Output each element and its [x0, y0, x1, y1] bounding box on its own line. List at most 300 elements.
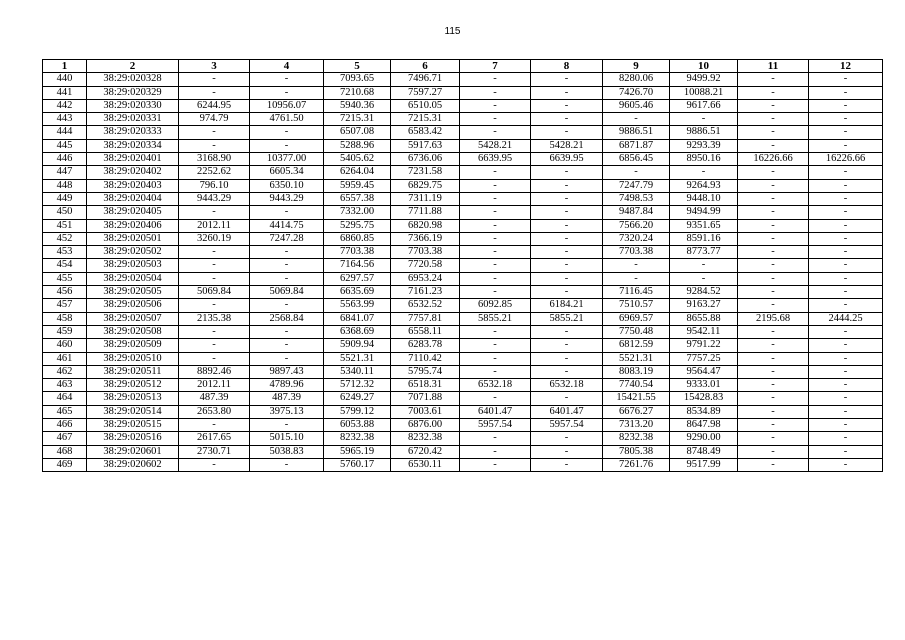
- table-cell: 38:29:020506: [87, 299, 179, 312]
- table-cell: -: [738, 405, 809, 418]
- table-cell: -: [809, 139, 883, 152]
- table-cell: 6871.87: [603, 139, 670, 152]
- table-cell: 5340.11: [324, 365, 391, 378]
- table-cell: -: [250, 246, 324, 259]
- table-cell: 5405.62: [324, 153, 391, 166]
- table-cell: -: [250, 86, 324, 99]
- table-cell: -: [460, 259, 531, 272]
- table-cell: 5069.84: [250, 286, 324, 299]
- table-cell: 7003.61: [391, 405, 460, 418]
- table-cell: -: [603, 166, 670, 179]
- table-cell: 455: [43, 272, 87, 285]
- table-cell: -: [460, 325, 531, 338]
- table-cell: -: [531, 166, 603, 179]
- table-cell: -: [738, 86, 809, 99]
- table-cell: -: [531, 179, 603, 192]
- table-cell: -: [738, 299, 809, 312]
- table-cell: -: [738, 126, 809, 139]
- table-cell: -: [531, 113, 603, 126]
- table-cell: 6558.11: [391, 325, 460, 338]
- table-cell: 5795.74: [391, 365, 460, 378]
- column-header: 4: [250, 60, 324, 73]
- table-cell: 38:29:020505: [87, 286, 179, 299]
- table-cell: 7711.88: [391, 206, 460, 219]
- table-cell: 7110.42: [391, 352, 460, 365]
- table-cell: -: [670, 272, 738, 285]
- table-cell: 9448.10: [670, 192, 738, 205]
- table-cell: 38:29:020516: [87, 432, 179, 445]
- table-cell: -: [460, 432, 531, 445]
- table-cell: 7071.88: [391, 392, 460, 405]
- table-cell: 38:29:020507: [87, 312, 179, 325]
- table-cell: 5563.99: [324, 299, 391, 312]
- table-cell: -: [531, 272, 603, 285]
- table-cell: 5965.19: [324, 445, 391, 458]
- table-cell: 2135.38: [179, 312, 250, 325]
- table-cell: 38:29:020328: [87, 73, 179, 86]
- table-cell: 460: [43, 339, 87, 352]
- table-cell: -: [603, 113, 670, 126]
- table-cell: -: [179, 272, 250, 285]
- table-cell: -: [250, 339, 324, 352]
- table-cell: 487.39: [179, 392, 250, 405]
- table-row: [43, 99, 883, 112]
- table-cell: -: [460, 126, 531, 139]
- table-cell: -: [738, 179, 809, 192]
- table-cell: 7757.81: [391, 312, 460, 325]
- table-cell: -: [809, 432, 883, 445]
- table-row: [43, 219, 883, 232]
- table-cell: 6264.04: [324, 166, 391, 179]
- table-cell: -: [809, 325, 883, 338]
- table-cell: -: [531, 432, 603, 445]
- table-cell: -: [531, 246, 603, 259]
- table-cell: -: [738, 232, 809, 245]
- table-cell: 6401.47: [531, 405, 603, 418]
- table-cell: 38:29:020501: [87, 232, 179, 245]
- table-cell: -: [179, 339, 250, 352]
- table-cell: 6249.27: [324, 392, 391, 405]
- table-cell: -: [179, 246, 250, 259]
- table-cell: 8950.16: [670, 153, 738, 166]
- table-cell: 487.39: [250, 392, 324, 405]
- table-cell: -: [809, 73, 883, 86]
- table-cell: 6639.95: [460, 153, 531, 166]
- table-cell: -: [809, 86, 883, 99]
- table-cell: -: [809, 286, 883, 299]
- table-cell: -: [460, 206, 531, 219]
- table-cell: -: [531, 458, 603, 471]
- table-cell: 38:29:020513: [87, 392, 179, 405]
- table-cell: 2252.62: [179, 166, 250, 179]
- table-cell: -: [179, 352, 250, 365]
- table-cell: 462: [43, 365, 87, 378]
- column-header: 7: [460, 60, 531, 73]
- table-cell: 6856.45: [603, 153, 670, 166]
- table-cell: -: [460, 219, 531, 232]
- column-header: 12: [809, 60, 883, 73]
- table-cell: 8748.49: [670, 445, 738, 458]
- table-cell: 456: [43, 286, 87, 299]
- table-cell: -: [809, 365, 883, 378]
- table-cell: 2568.84: [250, 312, 324, 325]
- table-cell: -: [809, 352, 883, 365]
- table-cell: -: [460, 192, 531, 205]
- table-cell: 4761.50: [250, 113, 324, 126]
- table-cell: 445: [43, 139, 87, 152]
- table-row: [43, 339, 883, 352]
- table-cell: -: [809, 259, 883, 272]
- table-cell: -: [809, 219, 883, 232]
- table-cell: 10377.00: [250, 153, 324, 166]
- table-cell: -: [809, 113, 883, 126]
- table-cell: 8232.38: [391, 432, 460, 445]
- table-cell: 9333.01: [670, 379, 738, 392]
- table-cell: -: [670, 113, 738, 126]
- table-cell: -: [179, 259, 250, 272]
- table-cell: -: [738, 99, 809, 112]
- table-cell: 6244.95: [179, 99, 250, 112]
- table-cell: 38:29:020404: [87, 192, 179, 205]
- table-cell: 7215.31: [324, 113, 391, 126]
- page-number: 115: [444, 26, 461, 37]
- table-cell: -: [809, 206, 883, 219]
- table-cell: -: [460, 365, 531, 378]
- table-body: [43, 73, 883, 472]
- table-cell: 6532.18: [460, 379, 531, 392]
- table-cell: 8773.77: [670, 246, 738, 259]
- table-row: [43, 352, 883, 365]
- table-cell: 6092.85: [460, 299, 531, 312]
- table-cell: -: [531, 206, 603, 219]
- table-cell: -: [738, 272, 809, 285]
- table-cell: -: [460, 232, 531, 245]
- table-cell: 7750.48: [603, 325, 670, 338]
- table-cell: 463: [43, 379, 87, 392]
- table-cell: -: [531, 339, 603, 352]
- table-cell: -: [179, 458, 250, 471]
- table-cell: -: [179, 86, 250, 99]
- column-header: 9: [603, 60, 670, 73]
- table-cell: -: [531, 126, 603, 139]
- table-cell: 7498.53: [603, 192, 670, 205]
- table-cell: 6297.57: [324, 272, 391, 285]
- table-cell: 8647.98: [670, 419, 738, 432]
- table-cell: 5799.12: [324, 405, 391, 418]
- table-row: [43, 299, 883, 312]
- table-cell: -: [809, 99, 883, 112]
- table-cell: -: [809, 379, 883, 392]
- table-cell: -: [809, 299, 883, 312]
- table-cell: 9886.51: [603, 126, 670, 139]
- table-cell: -: [738, 139, 809, 152]
- table-cell: 5940.36: [324, 99, 391, 112]
- table-cell: 5855.21: [531, 312, 603, 325]
- table-cell: 469: [43, 458, 87, 471]
- table-cell: -: [738, 286, 809, 299]
- table-cell: 5521.31: [324, 352, 391, 365]
- table-cell: 447: [43, 166, 87, 179]
- table-cell: 6953.24: [391, 272, 460, 285]
- table-cell: 6401.47: [460, 405, 531, 418]
- table-cell: 450: [43, 206, 87, 219]
- table-row: [43, 153, 883, 166]
- table-cell: 6860.85: [324, 232, 391, 245]
- table-cell: -: [179, 73, 250, 86]
- table-row: [43, 325, 883, 338]
- table-cell: 6639.95: [531, 153, 603, 166]
- table-cell: 9494.99: [670, 206, 738, 219]
- table-cell: 2012.11: [179, 219, 250, 232]
- table-cell: 974.79: [179, 113, 250, 126]
- table-cell: -: [460, 113, 531, 126]
- table-cell: 5069.84: [179, 286, 250, 299]
- table-cell: 5428.21: [460, 139, 531, 152]
- table-cell: 7757.25: [670, 352, 738, 365]
- table-cell: 8083.19: [603, 365, 670, 378]
- table-cell: -: [809, 392, 883, 405]
- table-cell: 38:29:020508: [87, 325, 179, 338]
- table-cell: 38:29:020512: [87, 379, 179, 392]
- table-cell: 6736.06: [391, 153, 460, 166]
- table-cell: -: [738, 166, 809, 179]
- table-cell: -: [250, 139, 324, 152]
- table-cell: -: [250, 259, 324, 272]
- table-cell: 8655.88: [670, 312, 738, 325]
- table-cell: -: [179, 299, 250, 312]
- column-header: 8: [531, 60, 603, 73]
- table-cell: 6350.10: [250, 179, 324, 192]
- table-cell: -: [250, 352, 324, 365]
- table-cell: 7703.38: [324, 246, 391, 259]
- column-header: 5: [324, 60, 391, 73]
- table-cell: 7703.38: [391, 246, 460, 259]
- table-cell: 38:29:020334: [87, 139, 179, 152]
- table-cell: 6053.88: [324, 419, 391, 432]
- table-cell: -: [179, 206, 250, 219]
- table-cell: 7566.20: [603, 219, 670, 232]
- table-cell: -: [738, 206, 809, 219]
- table-cell: 9499.92: [670, 73, 738, 86]
- table-cell: 9791.22: [670, 339, 738, 352]
- table-cell: 454: [43, 259, 87, 272]
- table-cell: 7366.19: [391, 232, 460, 245]
- table-row: [43, 192, 883, 205]
- table-cell: 38:29:020333: [87, 126, 179, 139]
- table-cell: 6184.21: [531, 299, 603, 312]
- table-cell: 5957.54: [460, 419, 531, 432]
- table-cell: -: [460, 458, 531, 471]
- table-cell: 15421.55: [603, 392, 670, 405]
- table-cell: -: [250, 126, 324, 139]
- table-cell: -: [179, 419, 250, 432]
- table-cell: 8591.16: [670, 232, 738, 245]
- table-row: [43, 272, 883, 285]
- table-cell: 6283.78: [391, 339, 460, 352]
- table-cell: 466: [43, 419, 87, 432]
- table-cell: 5909.94: [324, 339, 391, 352]
- table-header: [43, 60, 883, 73]
- table-cell: 9290.00: [670, 432, 738, 445]
- table-row: [43, 206, 883, 219]
- table-row: [43, 458, 883, 471]
- table-cell: 2012.11: [179, 379, 250, 392]
- table-cell: 38:29:020601: [87, 445, 179, 458]
- table-cell: 8232.38: [324, 432, 391, 445]
- table-cell: 7597.27: [391, 86, 460, 99]
- table-cell: 38:29:020503: [87, 259, 179, 272]
- table-cell: 7332.00: [324, 206, 391, 219]
- table-cell: 5015.10: [250, 432, 324, 445]
- table-cell: 443: [43, 113, 87, 126]
- table-cell: 9293.39: [670, 139, 738, 152]
- table-cell: 6876.00: [391, 419, 460, 432]
- table-cell: 6820.98: [391, 219, 460, 232]
- table-cell: 7116.45: [603, 286, 670, 299]
- table-cell: 38:29:020406: [87, 219, 179, 232]
- table-row: [43, 405, 883, 418]
- table-cell: 5855.21: [460, 312, 531, 325]
- table-cell: 7161.23: [391, 286, 460, 299]
- table-cell: 458: [43, 312, 87, 325]
- table-cell: 8892.46: [179, 365, 250, 378]
- table-cell: -: [250, 458, 324, 471]
- table-cell: 38:29:020331: [87, 113, 179, 126]
- table-cell: -: [809, 166, 883, 179]
- table-cell: -: [738, 352, 809, 365]
- table-cell: -: [531, 392, 603, 405]
- table-cell: -: [738, 458, 809, 471]
- data-table: [42, 59, 883, 472]
- table-cell: -: [250, 325, 324, 338]
- table-cell: -: [809, 458, 883, 471]
- table-cell: -: [460, 166, 531, 179]
- table-cell: -: [738, 259, 809, 272]
- table-cell: 7210.68: [324, 86, 391, 99]
- table-cell: -: [531, 259, 603, 272]
- table-cell: -: [738, 445, 809, 458]
- table-cell: -: [531, 325, 603, 338]
- table-cell: 6720.42: [391, 445, 460, 458]
- table-cell: -: [460, 246, 531, 259]
- table-cell: -: [809, 179, 883, 192]
- table-cell: -: [531, 286, 603, 299]
- table-cell: 7164.56: [324, 259, 391, 272]
- table-cell: 7215.31: [391, 113, 460, 126]
- table-cell: 7320.24: [603, 232, 670, 245]
- table-cell: -: [460, 352, 531, 365]
- table-cell: 9443.29: [179, 192, 250, 205]
- table-cell: 2730.71: [179, 445, 250, 458]
- table-cell: 6532.52: [391, 299, 460, 312]
- column-header: 1: [43, 60, 87, 73]
- table-cell: 442: [43, 99, 87, 112]
- table-cell: -: [531, 232, 603, 245]
- table-cell: -: [531, 365, 603, 378]
- table-row: [43, 113, 883, 126]
- table-cell: 446: [43, 153, 87, 166]
- table-cell: -: [460, 445, 531, 458]
- table-cell: -: [809, 405, 883, 418]
- table-cell: 38:29:020330: [87, 99, 179, 112]
- table-cell: -: [738, 325, 809, 338]
- table-cell: 440: [43, 73, 87, 86]
- table-row: [43, 179, 883, 192]
- table-row: [43, 392, 883, 405]
- column-header: 10: [670, 60, 738, 73]
- column-header: 6: [391, 60, 460, 73]
- table-cell: 3168.90: [179, 153, 250, 166]
- table-row: [43, 139, 883, 152]
- table-cell: 9264.93: [670, 179, 738, 192]
- table-cell: 16226.66: [809, 153, 883, 166]
- table-cell: -: [670, 166, 738, 179]
- table-cell: 457: [43, 299, 87, 312]
- table-cell: 38:29:020504: [87, 272, 179, 285]
- table-cell: 5917.63: [391, 139, 460, 152]
- table-cell: -: [603, 272, 670, 285]
- table-cell: -: [531, 352, 603, 365]
- table-cell: -: [460, 86, 531, 99]
- table-cell: 9617.66: [670, 99, 738, 112]
- table-cell: 38:29:020515: [87, 419, 179, 432]
- table-cell: 38:29:020509: [87, 339, 179, 352]
- table-cell: -: [460, 73, 531, 86]
- table-row: [43, 419, 883, 432]
- table-cell: -: [809, 246, 883, 259]
- table-cell: -: [531, 99, 603, 112]
- table-cell: 6635.69: [324, 286, 391, 299]
- table-cell: 2444.25: [809, 312, 883, 325]
- table-cell: 9487.84: [603, 206, 670, 219]
- table-cell: 449: [43, 192, 87, 205]
- table-cell: 7496.71: [391, 73, 460, 86]
- table-cell: -: [809, 445, 883, 458]
- table-cell: 5428.21: [531, 139, 603, 152]
- table-cell: 2617.65: [179, 432, 250, 445]
- table-cell: 6676.27: [603, 405, 670, 418]
- table-cell: 7093.65: [324, 73, 391, 86]
- table-cell: 38:29:020329: [87, 86, 179, 99]
- table-cell: 6605.34: [250, 166, 324, 179]
- table-cell: 8534.89: [670, 405, 738, 418]
- table-cell: 38:29:020511: [87, 365, 179, 378]
- table-cell: 8280.06: [603, 73, 670, 86]
- table-cell: 9542.11: [670, 325, 738, 338]
- table-cell: 9284.52: [670, 286, 738, 299]
- table-cell: 6532.18: [531, 379, 603, 392]
- table-row: [43, 246, 883, 259]
- table-cell: 468: [43, 445, 87, 458]
- table-cell: 5295.75: [324, 219, 391, 232]
- table-cell: 5957.54: [531, 419, 603, 432]
- table-cell: 7720.58: [391, 259, 460, 272]
- table-cell: -: [531, 445, 603, 458]
- table-cell: -: [250, 299, 324, 312]
- table-row: [43, 286, 883, 299]
- table-cell: 5038.83: [250, 445, 324, 458]
- table-cell: 459: [43, 325, 87, 338]
- table-cell: 9897.43: [250, 365, 324, 378]
- table-cell: 16226.66: [738, 153, 809, 166]
- table-cell: 9886.51: [670, 126, 738, 139]
- table-row: [43, 86, 883, 99]
- table-cell: 38:29:020405: [87, 206, 179, 219]
- table-cell: -: [738, 432, 809, 445]
- table-cell: 6583.42: [391, 126, 460, 139]
- table-cell: -: [738, 419, 809, 432]
- table-cell: -: [460, 339, 531, 352]
